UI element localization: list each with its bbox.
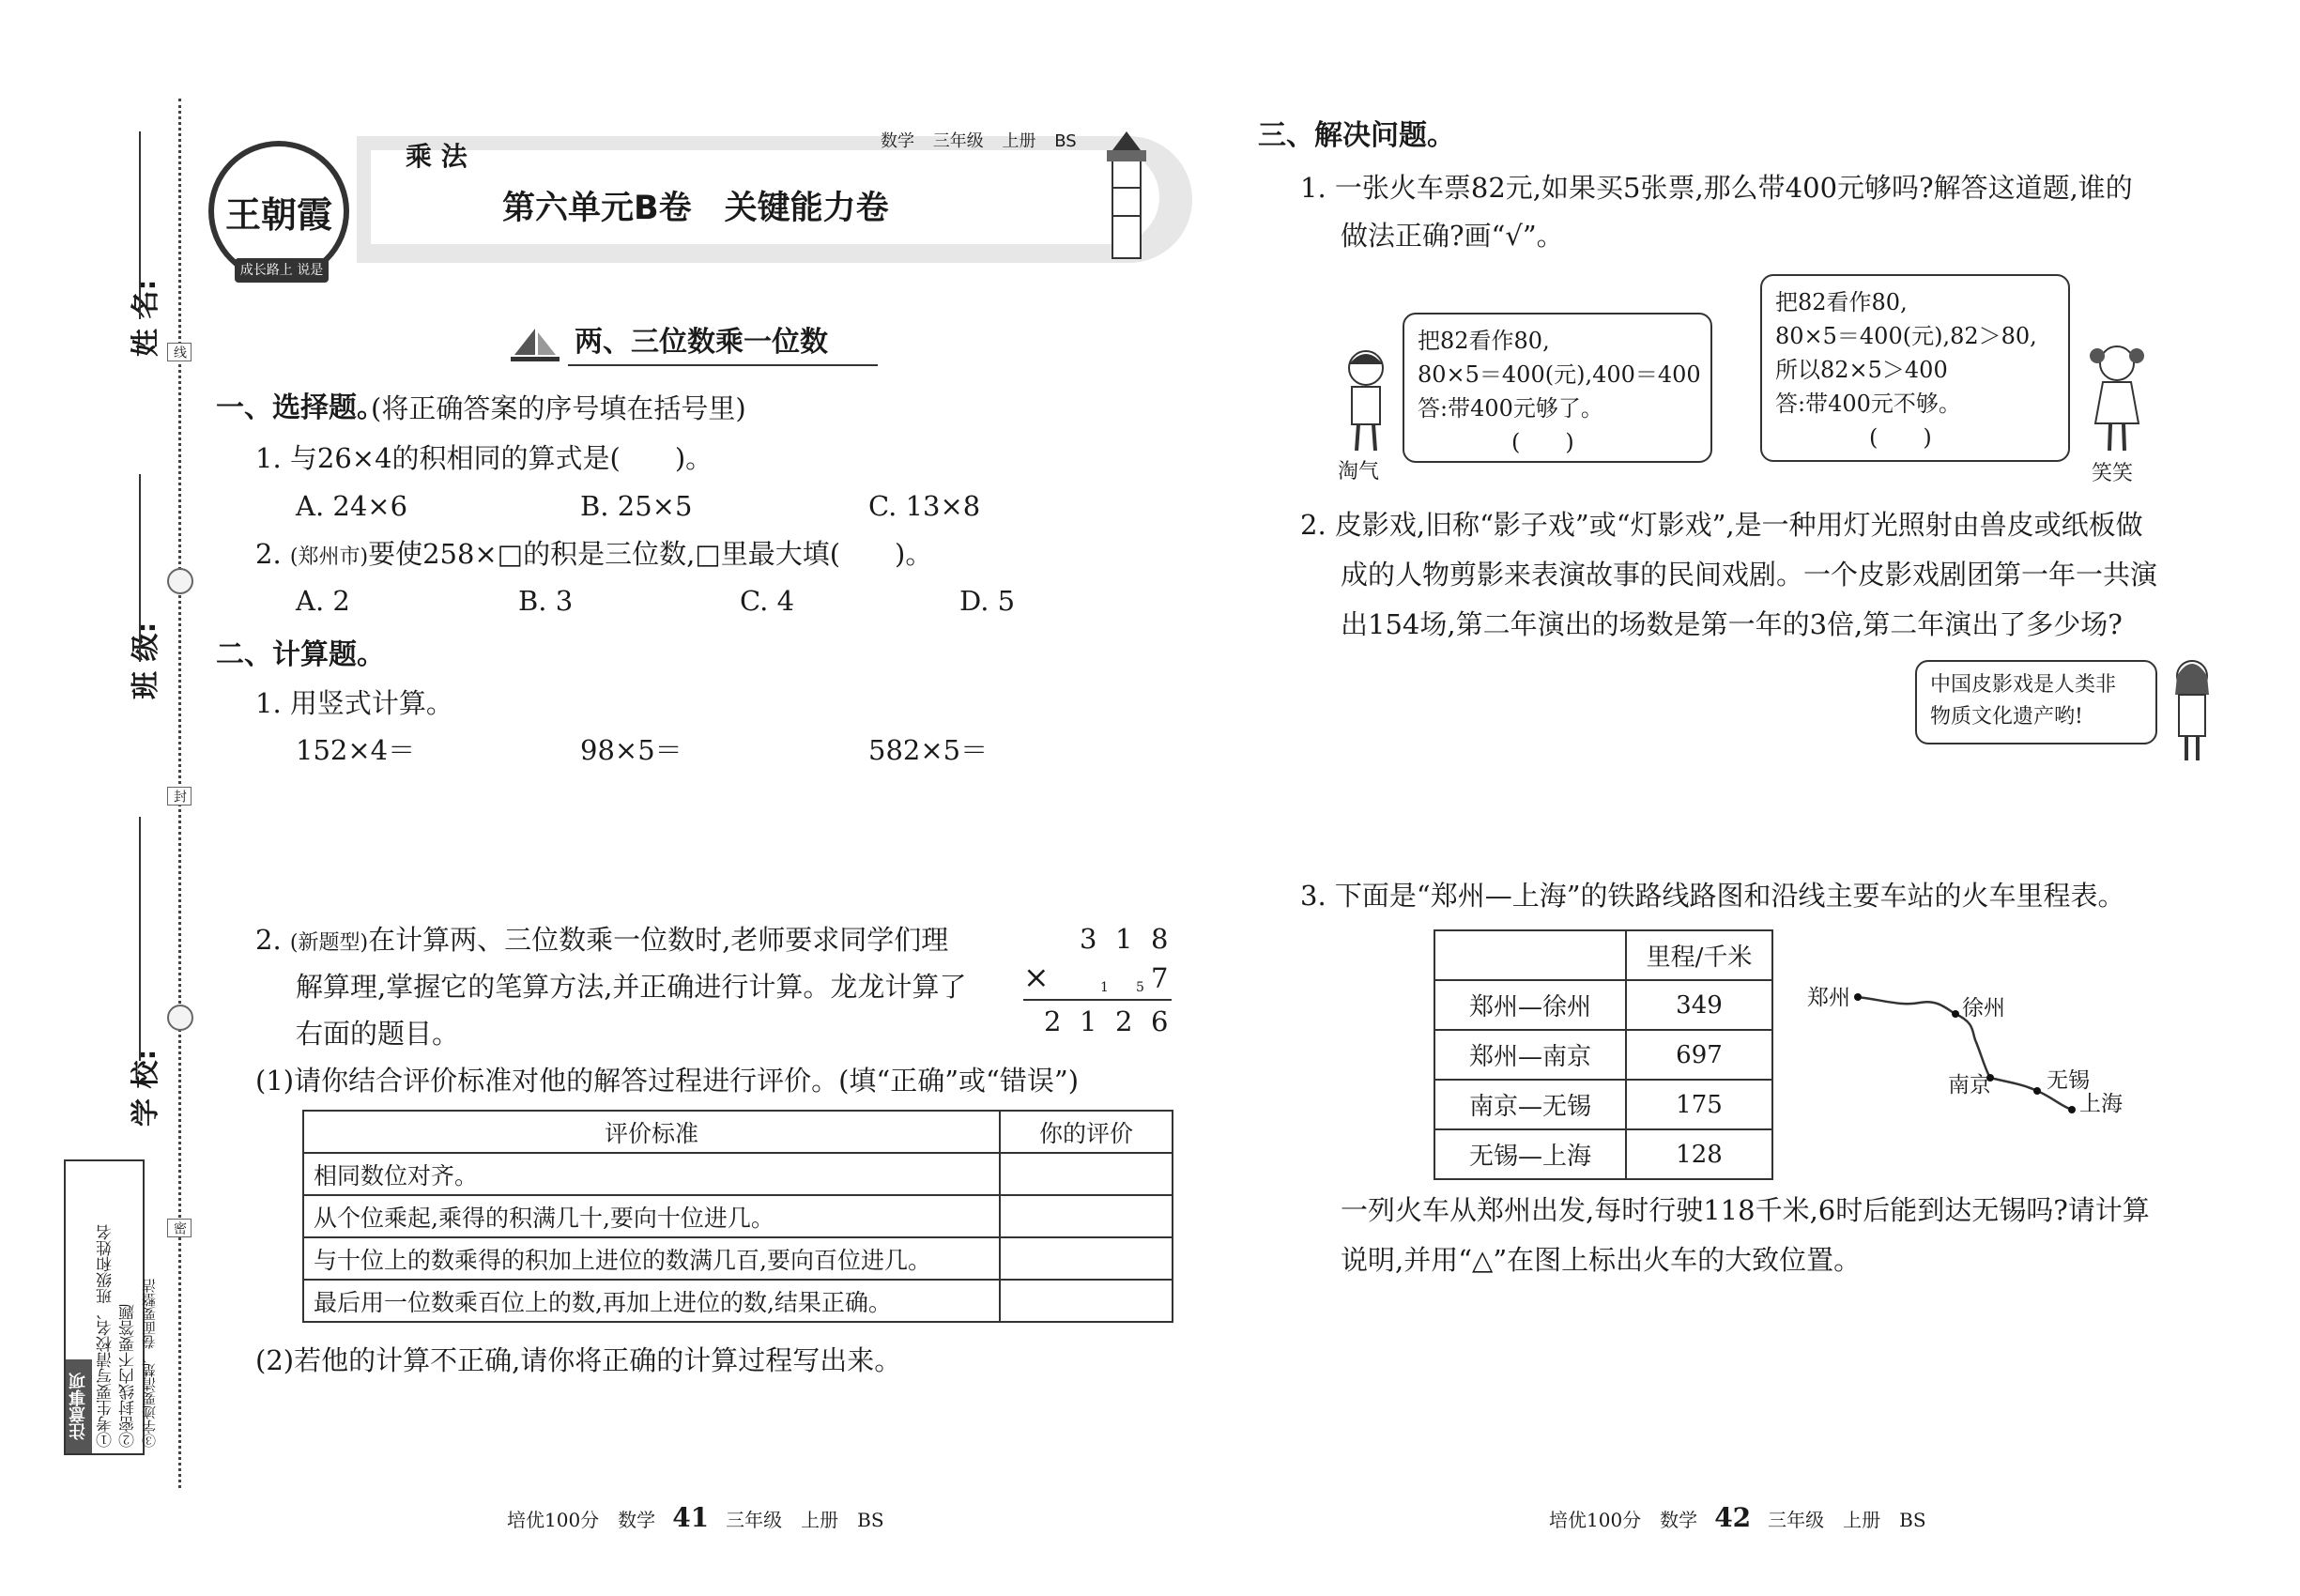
bubble-line: 答:带400元不够。	[1775, 391, 1961, 417]
vm-multiplier: 7	[1151, 962, 1169, 994]
notice-box	[64, 1159, 158, 1455]
q22-text-2: 解算理,掌握它的笔算方法,并正确进行计算。龙龙计算了	[296, 971, 967, 1003]
kid-taoqi-icon	[1333, 347, 1399, 460]
table-row	[303, 1280, 1173, 1322]
bubble-line: 物质文化遗产哟!	[1930, 705, 2083, 729]
station-dot-zhengzhou	[1854, 993, 1862, 1001]
header-meta	[881, 128, 1077, 152]
vm-operator: ×	[1023, 959, 1050, 995]
sub-question-2: (2)若他的计算不正确,请你将正确的计算过程写出来。	[255, 1344, 902, 1376]
footer-left	[507, 1502, 884, 1533]
vm-digit: 1	[1115, 923, 1133, 955]
criteria-cell: 最后用一位数乘百位上的数,再加上进位的数,结果正确。	[303, 1280, 1000, 1322]
table-header-row	[1434, 930, 1772, 980]
problem-1-line2: 做法正确?画“√”。	[1341, 220, 1564, 252]
calc-title: 1. 用竖式计算。	[255, 687, 453, 719]
criteria-cell: 相同数位对齐。	[303, 1153, 1000, 1195]
evaluation-answer-cell[interactable]	[1000, 1195, 1173, 1237]
evaluation-table	[302, 1110, 1173, 1323]
section-1-title: 一、选择题。	[216, 391, 385, 424]
problem-2-line2: 成的人物剪影来表演故事的民间戏剧。一个皮影戏剧团第一年一共演	[1341, 559, 2158, 591]
problem-2-line3: 出154场,第二年演出的场数是第一年的3倍,第二年演出了多少场?	[1341, 608, 2123, 640]
km-cell: 349	[1626, 980, 1772, 1030]
section-3-title: 三、解决问题。	[1258, 119, 1455, 152]
bubble-line: 80×5＝400(元),400＝400	[1418, 361, 1701, 388]
fact-bubble	[1915, 660, 2157, 744]
map-label-nanjing: 南京	[1948, 1073, 1991, 1097]
vm-rule	[1023, 999, 1172, 1001]
bubble-line: 把82看作80,	[1418, 328, 1550, 354]
evaluation-answer-cell[interactable]	[1000, 1237, 1173, 1280]
route-cell: 郑州—南京	[1434, 1030, 1626, 1080]
vm-result-digit: 6	[1151, 1005, 1169, 1037]
calc-item-3: 582×5＝	[868, 734, 989, 766]
school-label: 学 校:	[130, 1049, 162, 1127]
station-dot-wuxi	[2033, 1087, 2041, 1095]
q2-option-b: B. 3	[518, 585, 574, 617]
section-1-note: (将正确答案的序号填在括号里)	[371, 392, 746, 424]
bubble-line: 把82看作80,	[1775, 289, 1908, 315]
notice-line: ②密封线内不要答题	[119, 1304, 138, 1448]
calc-item-1: 152×4＝	[296, 734, 416, 766]
chapter-label: 乘 法	[406, 141, 468, 172]
bubble-line: 所以82×5＞400	[1775, 357, 1948, 383]
question-1: 1. 与26×4的积相同的算式是( )。	[255, 442, 713, 474]
problem-3-line2: 说明,并用“△”在图上标出火车的大致位置。	[1341, 1244, 1862, 1276]
kid-right-name: 笑笑	[2092, 462, 2134, 485]
class-label: 班 级:	[130, 622, 162, 699]
binding-hole	[167, 1005, 193, 1031]
table-row	[1434, 1129, 1772, 1179]
vm-result-digit: 2	[1115, 1005, 1133, 1037]
problem-3-line1: 一列火车从郑州出发,每时行驶118千米,6时后能到达无锡吗?请计算	[1341, 1194, 2150, 1226]
q1-option-b: B. 25×5	[580, 490, 693, 522]
q2-option-d: D. 5	[959, 585, 1016, 617]
criteria-cell: 与十位上的数乘得的积加上进位的数满几百,要向百位进几。	[303, 1237, 1000, 1280]
km-cell: 697	[1626, 1030, 1772, 1080]
col-evaluation: 你的评价	[1000, 1111, 1173, 1153]
question-2-2-line1	[255, 924, 949, 956]
table-row	[1434, 1030, 1772, 1080]
q2-number: 2.	[255, 538, 282, 570]
q2-option-a: A. 2	[296, 585, 350, 617]
map-label-zhengzhou: 郑州	[1807, 986, 1850, 1010]
sub-question-1: (1)请你结合评价标准对他的解答过程进行评价。(填“正确”或“错误”)	[255, 1065, 1080, 1097]
vm-result-digit: 1	[1080, 1005, 1097, 1037]
kid-xiaoxiao-icon	[2084, 343, 2150, 460]
meta-edition: BS	[1054, 131, 1077, 151]
q1-option-c: C. 13×8	[868, 490, 981, 522]
girl-icon	[2164, 657, 2220, 765]
q2-option-c: C. 4	[740, 585, 795, 617]
vm-carry: 1	[1100, 980, 1109, 995]
station-dot-xuzhou	[1952, 1010, 1959, 1018]
criteria-cell: 从个位乘起,乘得的积满几十,要向十位进几。	[303, 1195, 1000, 1237]
question-2	[255, 538, 933, 570]
footer-right	[1549, 1502, 1926, 1533]
section-title: 两、三位数乘一位数	[575, 326, 828, 359]
col-mileage: 里程/千米	[1626, 930, 1772, 980]
problem-3-title: 3. 下面是“郑州—上海”的铁路线路图和沿线主要车站的火车里程表。	[1300, 880, 2125, 912]
q2-region-tag: (郑州市)	[289, 545, 369, 569]
seal-mark-1: 线	[167, 343, 192, 361]
mileage-table	[1434, 929, 1773, 1180]
problem-1-line1: 1. 一张火车票82元,如果买5张票,那么带400元够吗?解答这道题,谁的	[1300, 172, 2133, 204]
logo-slogan: 成长路上 说是满天	[235, 258, 329, 283]
section-2-title: 二、计算题。	[216, 638, 385, 671]
seal-mark-3: 密	[167, 1219, 192, 1237]
bubble-line: 80×5＝400(元),82＞80,	[1775, 323, 2037, 349]
km-cell: 175	[1626, 1080, 1772, 1129]
route-cell: 南京—无锡	[1434, 1080, 1626, 1129]
name-line	[139, 131, 141, 319]
route-cell: 无锡—上海	[1434, 1129, 1626, 1179]
seal-mark-2: 封	[167, 787, 192, 806]
vertical-multiplication	[1023, 920, 1173, 1037]
table-row	[303, 1237, 1173, 1280]
school-line	[139, 817, 141, 1061]
sailboat-icon	[507, 327, 563, 364]
answer-bracket-left[interactable]: ( )	[1511, 429, 1574, 455]
map-label-wuxi: 无锡	[2047, 1068, 2090, 1093]
col-route	[1434, 930, 1626, 980]
footer-prefix: 培优100分 数学	[1549, 1509, 1698, 1531]
table-row	[1434, 980, 1772, 1030]
table-row	[303, 1195, 1173, 1237]
notice-title: 注意事项	[66, 1359, 92, 1453]
vm-carry: 5	[1136, 980, 1144, 995]
bubble-line: 中国皮影戏是人类非	[1930, 673, 2117, 697]
lighthouse-icon	[1084, 127, 1173, 263]
notice-line: ①考生要写清校名、班级和姓名	[97, 1224, 115, 1448]
kid-left-name: 淘气	[1338, 460, 1380, 483]
q1-option-a: A. 24×6	[296, 490, 408, 522]
footer-suffix: 三年级 上册 BS	[1768, 1509, 1926, 1531]
q22-number: 2.	[255, 924, 282, 956]
page-number: 42	[1714, 1502, 1752, 1533]
q22-text-3: 右面的题目。	[296, 1018, 460, 1050]
q22-text-1: 在计算两、三位数乘一位数时,老师要求同学们理	[368, 924, 949, 956]
problem-2-line1: 2. 皮影戏,旧称“影子戏”或“灯影戏”,是一种用灯光照射由兽皮或纸板做	[1300, 509, 2143, 541]
speech-bubble-right	[1760, 274, 2070, 462]
footer-prefix: 培优100分 数学	[507, 1509, 656, 1531]
name-label: 姓 名:	[130, 279, 162, 357]
evaluation-answer-cell[interactable]	[1000, 1280, 1173, 1322]
bubble-line: 答:带400元够了。	[1418, 395, 1603, 422]
answer-bracket-right[interactable]: ( )	[1869, 424, 1932, 451]
speech-bubble-left	[1403, 313, 1712, 463]
footer-suffix: 三年级 上册 BS	[726, 1509, 884, 1531]
table-row	[1434, 1080, 1772, 1129]
binding-hole	[167, 568, 193, 594]
logo-text: 王朝霞	[224, 192, 332, 236]
meta-subject: 数学	[881, 131, 914, 151]
vm-digit: 3	[1080, 923, 1097, 955]
calc-item-2: 98×5＝	[580, 734, 682, 766]
table-row	[303, 1153, 1173, 1195]
vm-digit: 8	[1151, 923, 1169, 955]
col-criteria: 评价标准	[303, 1111, 1000, 1153]
map-label-xuzhou: 徐州	[1962, 996, 2005, 1021]
page-title: 第六单元B卷 关键能力卷	[502, 190, 889, 227]
notice-line: ③字迹要清楚、卷面要整洁	[141, 1279, 158, 1448]
vm-result-digit: 2	[1044, 1005, 1062, 1037]
station-dot-shanghai	[2068, 1106, 2076, 1113]
class-line	[139, 474, 141, 662]
map-label-shanghai: 上海	[2079, 1092, 2123, 1116]
km-cell: 128	[1626, 1129, 1772, 1179]
evaluation-answer-cell[interactable]	[1000, 1153, 1173, 1195]
route-cell: 郑州—徐州	[1434, 980, 1626, 1030]
q22-new-tag: (新题型)	[289, 931, 369, 955]
q2-text: 要使258×□的积是三位数,□里最大填( )。	[368, 538, 933, 570]
page-number: 41	[672, 1502, 710, 1533]
meta-volume: 上册	[1002, 131, 1036, 151]
table-header-row	[303, 1111, 1173, 1153]
meta-grade: 三年级	[932, 131, 984, 151]
section-underline	[568, 364, 878, 366]
